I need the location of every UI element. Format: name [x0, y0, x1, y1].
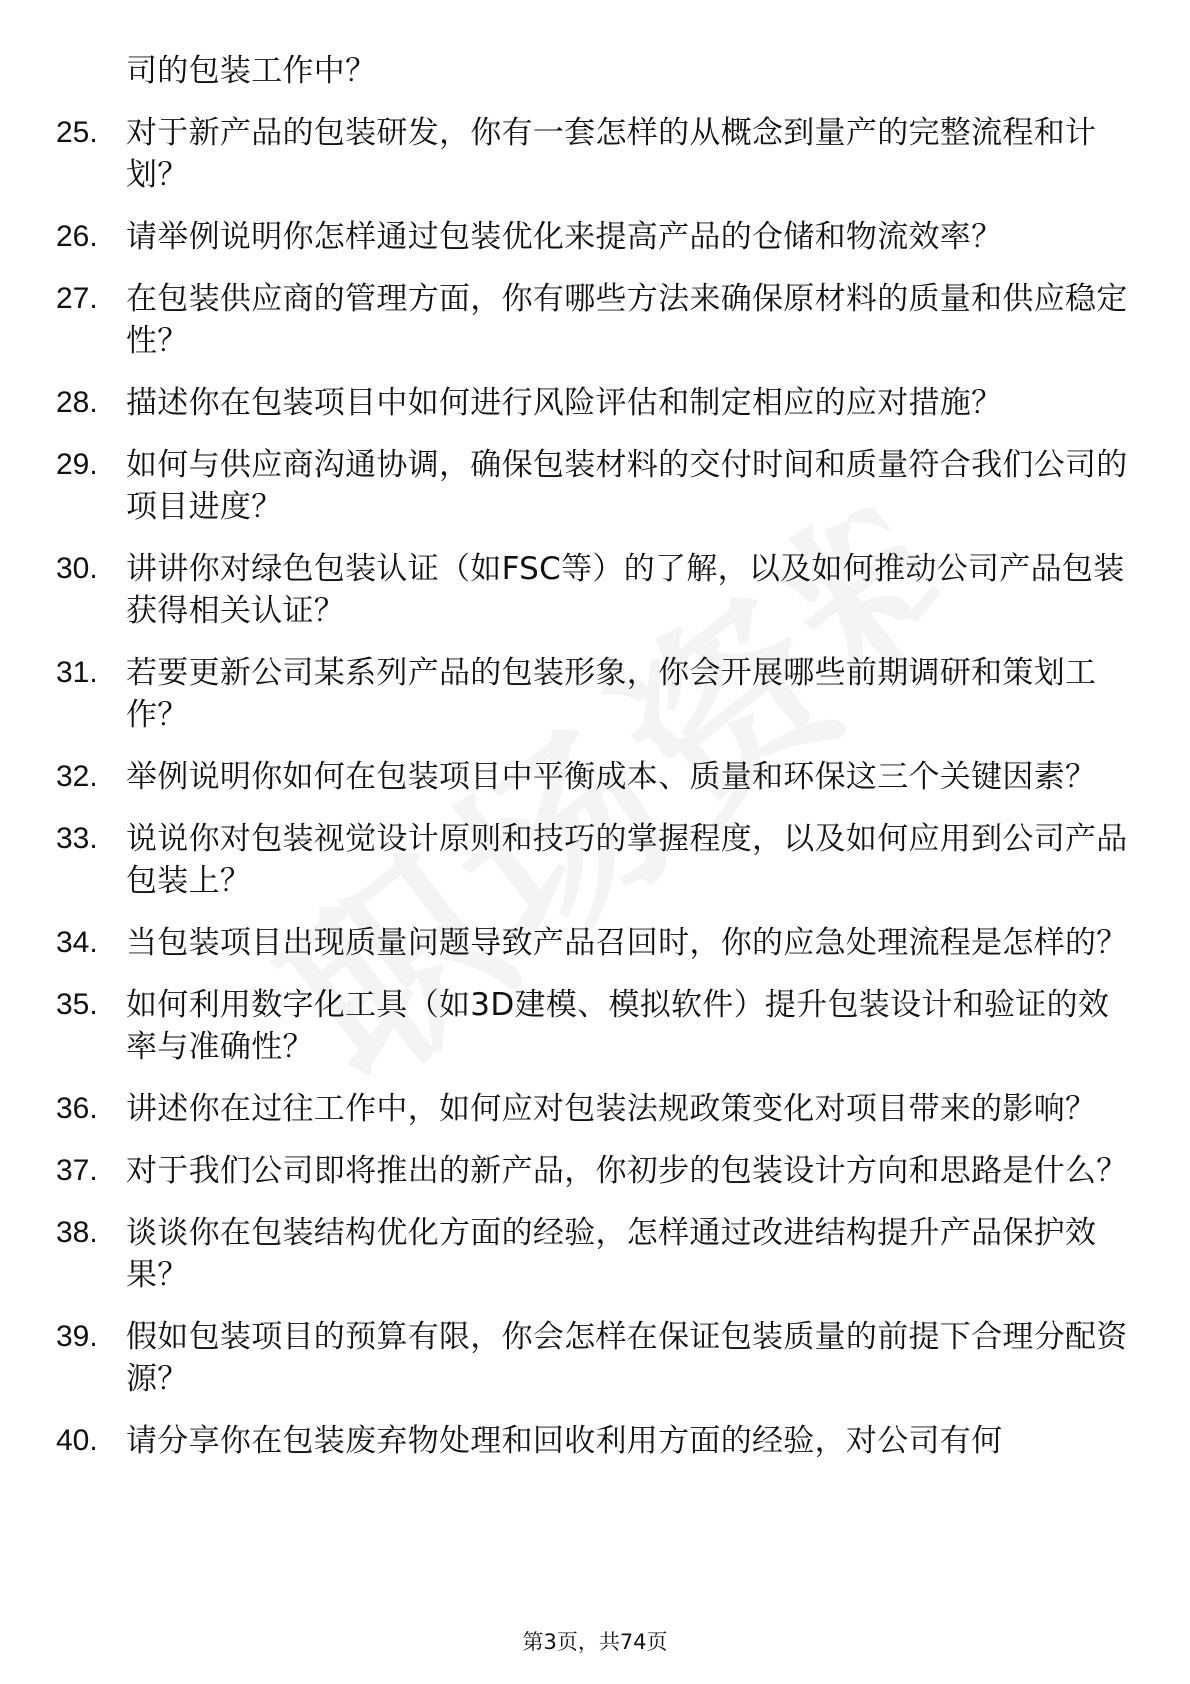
question-text: 描述你在包装项目中如何进行风险评估和制定相应的应对措施？	[126, 385, 1003, 421]
question-number: 34.	[56, 926, 98, 959]
question-text: 对于我们公司即将推出的新产品，你初步的包装设计方向和思路是什么？	[126, 1153, 1128, 1189]
question-number: 37.	[56, 1154, 98, 1187]
list-item	[56, 216, 1136, 258]
question-text: 如何与供应商沟通协调，确保包装材料的交付时间和质量符合我们公司的项目进度？	[126, 447, 1128, 525]
question-number: 31.	[56, 656, 98, 689]
question-number: 32.	[56, 760, 98, 793]
list-item	[56, 1150, 1136, 1192]
question-text: 讲述你在过往工作中，如何应对包装法规政策变化对项目带来的影响？	[126, 1091, 1097, 1127]
question-number: 38.	[56, 1216, 98, 1249]
question-number: 39.	[56, 1320, 98, 1353]
question-number: 28.	[56, 386, 98, 419]
question-text: 讲讲你对绿色包装认证（如FSC等）的了解，以及如何推动公司产品包装获得相关认证？	[126, 551, 1125, 629]
question-text: 请举例说明你怎样通过包装优化来提高产品的仓储和物流效率？	[126, 219, 1003, 255]
question-number: 33.	[56, 822, 98, 855]
list-item	[56, 1316, 1136, 1400]
list-item	[56, 652, 1136, 736]
list-item	[56, 818, 1136, 902]
question-number: 26.	[56, 220, 98, 253]
question-text: 司的包装工作中？	[126, 53, 377, 89]
list-item	[56, 984, 1136, 1068]
list-item	[56, 548, 1136, 632]
list-item	[56, 278, 1136, 362]
list-item	[56, 922, 1136, 964]
question-text: 对于新产品的包装研发，你有一套怎样的从概念到量产的完整流程和计划？	[126, 115, 1097, 193]
question-text: 如何利用数字化工具（如3D建模、模拟软件）提升包装设计和验证的效率与准确性？	[126, 987, 1110, 1065]
question-text: 当包装项目出现质量问题导致产品召回时，你的应急处理流程是怎样的？	[126, 925, 1128, 961]
question-text: 举例说明你如何在包装项目中平衡成本、质量和环保这三个关键因素？	[126, 759, 1097, 795]
page-number-footer: 第3页，共74页	[522, 1630, 668, 1654]
question-text: 谈谈你在包装结构优化方面的经验，怎样通过改进结构提升产品保护效果？	[126, 1215, 1097, 1293]
list-item	[56, 756, 1136, 798]
question-number: 40.	[56, 1424, 98, 1457]
question-number: 25.	[56, 116, 98, 149]
list-item	[56, 444, 1136, 528]
question-number: 36.	[56, 1092, 98, 1125]
list-item	[56, 1088, 1136, 1130]
list-item	[56, 382, 1136, 424]
question-number: 27.	[56, 282, 98, 315]
question-text: 若要更新公司某系列产品的包装形象，你会开展哪些前期调研和策划工作？	[126, 655, 1097, 733]
question-list	[56, 50, 1136, 1482]
list-item	[56, 1420, 1136, 1462]
question-text: 请分享你在包装废弃物处理和回收利用方面的经验，对公司有何	[126, 1423, 1003, 1459]
question-number: 35.	[56, 988, 98, 1021]
list-item	[56, 112, 1136, 196]
question-text: 说说你对包装视觉设计原则和技巧的掌握程度，以及如何应用到公司产品包装上？	[126, 821, 1128, 899]
question-number: 30.	[56, 552, 98, 585]
question-text: 假如包装项目的预算有限，你会怎样在保证包装质量的前提下合理分配资源？	[126, 1319, 1128, 1397]
list-item	[56, 50, 1136, 92]
question-text: 在包装供应商的管理方面，你有哪些方法来确保原材料的质量和供应稳定性？	[126, 281, 1128, 359]
list-item	[56, 1212, 1136, 1296]
question-number: 29.	[56, 448, 98, 481]
